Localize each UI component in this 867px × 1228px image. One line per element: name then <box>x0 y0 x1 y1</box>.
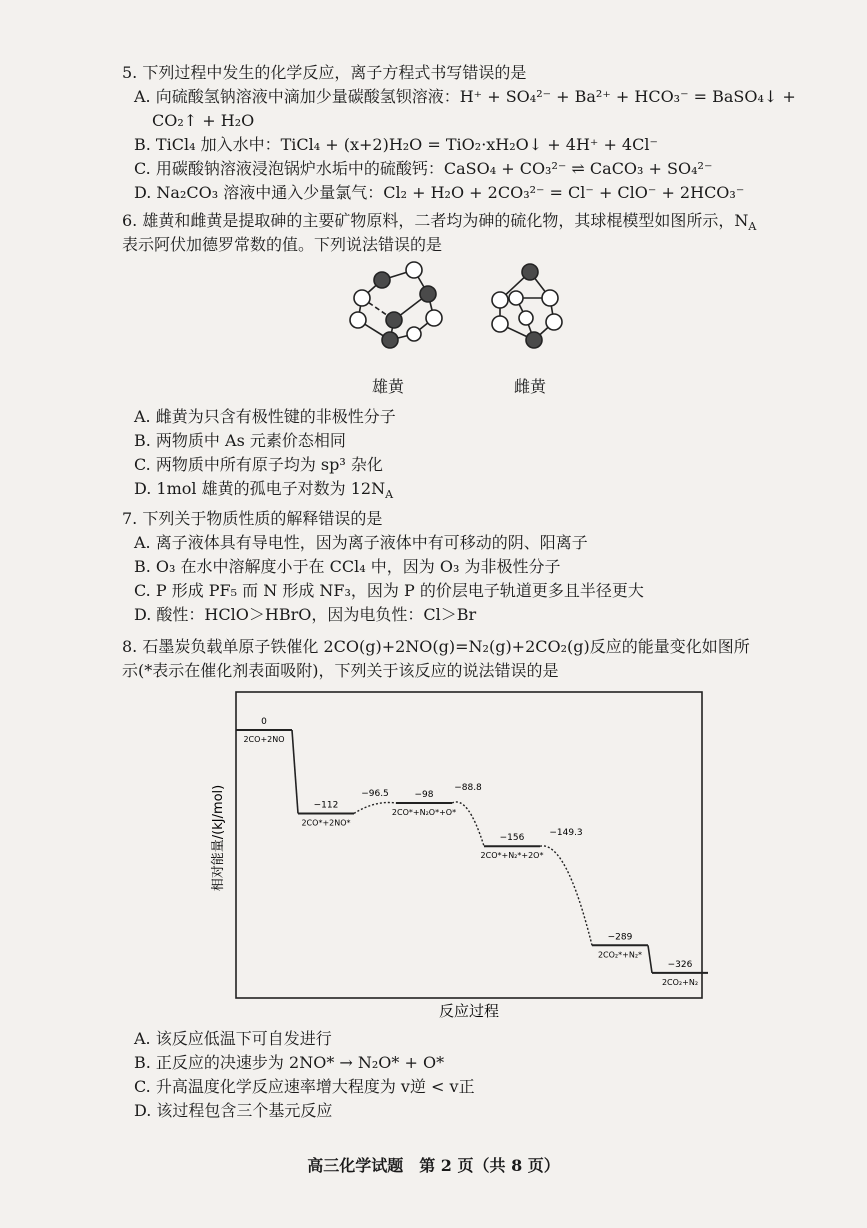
chart-ylabel: 相对能量/(kJ/mol) <box>211 784 226 892</box>
chart-xlabel: 反应过程 <box>438 1002 500 1020</box>
orpiment-label: 雌黄 <box>514 377 547 396</box>
realgar-model <box>350 262 442 348</box>
ts-curve-1 <box>452 802 484 846</box>
ball-stick-models <box>340 258 580 368</box>
q5-option-a: A. 向硫酸氢钠溶液中滴加少量碳酸氢钡溶液：H⁺ + SO₄²⁻ + Ba²⁺ + HCO₃⁻ = BaSO₄↓ + <box>134 87 796 106</box>
q6-stem-sub: A <box>748 220 757 234</box>
q7-option-a: A. 离子液体具有导电性，因为离子液体中有可移动的阴、阳离子 <box>134 533 588 552</box>
q8-option-d: D. 该过程包含三个基元反应 <box>134 1101 333 1120</box>
ts-curve-0 <box>354 803 396 814</box>
species-label-4: 2CO₂*+N₂* <box>597 950 643 960</box>
energy-profile-chart <box>206 688 716 1022</box>
q6-option-d-sub: A <box>385 488 394 502</box>
q5-option-d: D. Na₂CO₃ 溶液中通入少量氯气：Cl₂ + H₂O + 2CO₃²⁻ = Cl⁻ + ClO⁻ + 2HCO₃⁻ <box>134 183 745 202</box>
q7-option-d: D. 酸性：HClO＞HBrO，因为电负性：Cl＞Br <box>134 605 477 624</box>
energy-value-2: −98 <box>414 790 434 801</box>
q8-stem-cont: 示(*表示在催化剂表面吸附)，下列关于该反应的说法错误的是 <box>122 661 559 680</box>
ts-energy-label-0: −96.5 <box>361 788 389 799</box>
q7-option-b: B. O₃ 在水中溶解度小于在 CCl₄ 中，因为 O₃ 为非极性分子 <box>134 557 561 576</box>
page-footer: 高三化学试题 第 2 页（共 8 页） <box>307 1156 560 1175</box>
q7-option-c: C. P 形成 PF₅ 而 N 形成 NF₃，因为 P 的价层电子轨道更多且半径更大 <box>134 581 644 600</box>
energy-value-3: −156 <box>499 833 525 844</box>
q8-option-b: B. 正反应的决速步为 2NO* → N₂O* + O* <box>134 1053 445 1072</box>
q6-option-d <box>134 478 393 506</box>
species-label-3: 2CO*+N₂*+2O* <box>480 851 544 861</box>
energy-value-4: −289 <box>607 932 633 943</box>
species-label-0: 2CO+2NO <box>243 735 285 744</box>
q8-option-a: A. 该反应低温下可自发进行 <box>134 1029 332 1048</box>
q5-stem: 5. 下列过程中发生的化学反应，离子方程式书写错误的是 <box>122 63 527 82</box>
q5-option-b: B. TiCl₄ 加入水中：TiCl₄ + (x+2)H₂O = TiO₂·xH₂O↓ + 4H⁺ + 4Cl⁻ <box>134 135 658 154</box>
energy-value-5: −326 <box>667 959 693 970</box>
q6-option-a: A. 雌黄为只含有极性键的非极性分子 <box>134 407 396 426</box>
q6-stem-text: 6. 雄黄和雌黄是提取砷的主要矿物原料，二者均为砷的硫化物，其球棍模型如图所示，N <box>122 211 749 230</box>
energy-value-0: 0 <box>261 717 267 727</box>
q7-stem: 7. 下列关于物质性质的解释错误的是 <box>122 509 383 528</box>
energy-value-1: −112 <box>313 800 339 811</box>
q8-stem: 8. 石墨炭负载单原子铁催化 2CO(g)+2NO(g)=N₂(g)+2CO₂(g)反应的能量变化如图所 <box>122 637 750 656</box>
ts-curve-2 <box>540 846 592 945</box>
q6-stem-cont: 表示阿伏加德罗常数的值。下列说法错误的是 <box>122 235 443 254</box>
q5-option-c: C. 用碳酸钠溶液浸泡锅炉水垢中的硫酸钙：CaSO₄ + CO₃²⁻ ⇌ CaCO₃ + SO₄²⁻ <box>134 159 713 178</box>
q6-option-b: B. 两物质中 As 元素价态相同 <box>134 431 346 450</box>
species-label-2: 2CO*+N₂O*+O* <box>391 808 457 818</box>
realgar-label: 雄黄 <box>372 377 405 396</box>
orpiment-model <box>492 264 562 348</box>
ts-energy-label-1: −88.8 <box>454 783 482 794</box>
q8-option-c: C. 升高温度化学反应速率增大程度为 v逆 < v正 <box>134 1077 475 1096</box>
species-label-1: 2CO*+2NO* <box>301 818 351 828</box>
species-label-5: 2CO₂+N₂ <box>661 977 699 987</box>
q5-option-a-cont: CO₂↑ + H₂O <box>152 111 255 130</box>
path-segment-last <box>648 945 652 973</box>
q6-option-d-text: D. 1mol 雄黄的孤电子对数为 12N <box>134 479 386 498</box>
ts-energy-label-2: −149.3 <box>549 828 583 839</box>
path-segment-0 <box>292 730 298 813</box>
q6-option-c: C. 两物质中所有原子均为 sp³ 杂化 <box>134 455 383 474</box>
